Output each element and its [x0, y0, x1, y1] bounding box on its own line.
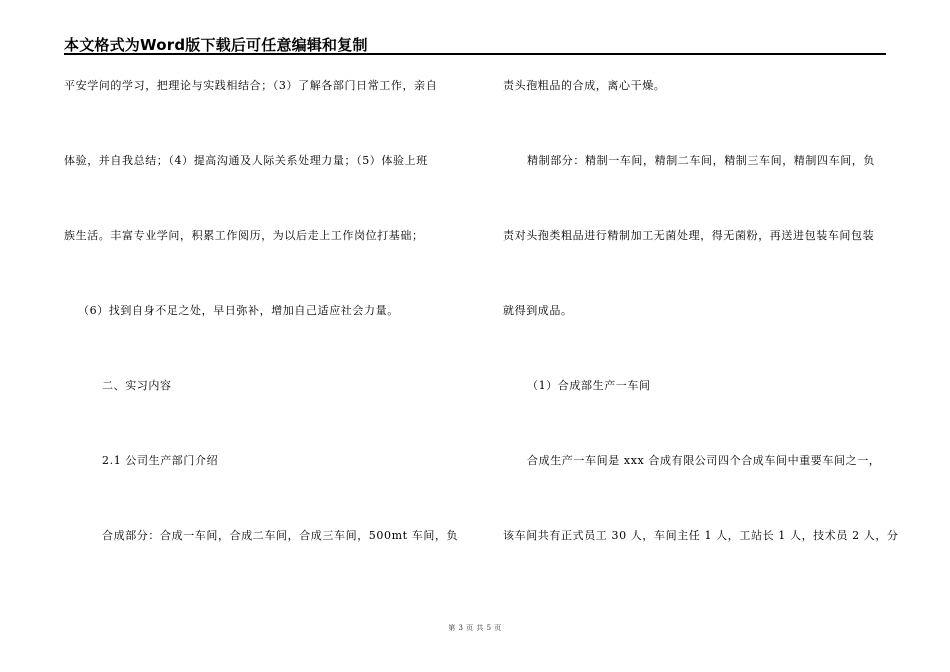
- subsection-heading: 2.1 公司生产部门介绍: [102, 454, 219, 467]
- text-line: 平安学问的学习，把理论与实践相结合；（3）了解各部门日常工作，亲自: [64, 79, 438, 92]
- text-line: 合成部分：合成一车间，合成二车间，合成三车间，500mt 车间，负: [102, 529, 459, 542]
- text-line: 精制部分：精制一车间，精制二车间，精制三车间，精制四车间，负: [527, 154, 875, 167]
- text-line: 体验，并自我总结；（4）提高沟通及人际关系处理力量；（5）体验上班: [64, 154, 428, 167]
- text-line: 责头孢粗品的合成，离心干燥。: [503, 79, 666, 92]
- section-heading: 二、实习内容: [102, 379, 172, 392]
- text-line: 该车间共有正式员工 30 人，车间主任 1 人，工站长 1 人，技术员 2 人，分: [503, 529, 899, 542]
- text-line: 合成生产一车间是 xxx 合成有限公司四个合成车间中重要车间之一，: [527, 454, 881, 467]
- document-header-title: 本文格式为Word版下载后可任意编辑和复制: [64, 36, 368, 54]
- text-line: （6）找到自身不足之处，早日弥补，增加自己适应社会力量。: [78, 304, 399, 317]
- page-number-footer: 第 3 页 共 5 页: [448, 624, 502, 632]
- header-divider: [64, 53, 886, 55]
- text-line: 族生活。丰富专业学问，积累工作阅历，为以后走上工作岗位打基础；: [64, 229, 424, 242]
- text-line: 就得到成品。: [503, 304, 573, 317]
- subsection-heading: （1）合成部生产一车间: [527, 379, 651, 392]
- text-line: 责对头孢类粗品进行精制加工无菌处理，得无菌粉，再送进包装车间包装: [503, 229, 875, 242]
